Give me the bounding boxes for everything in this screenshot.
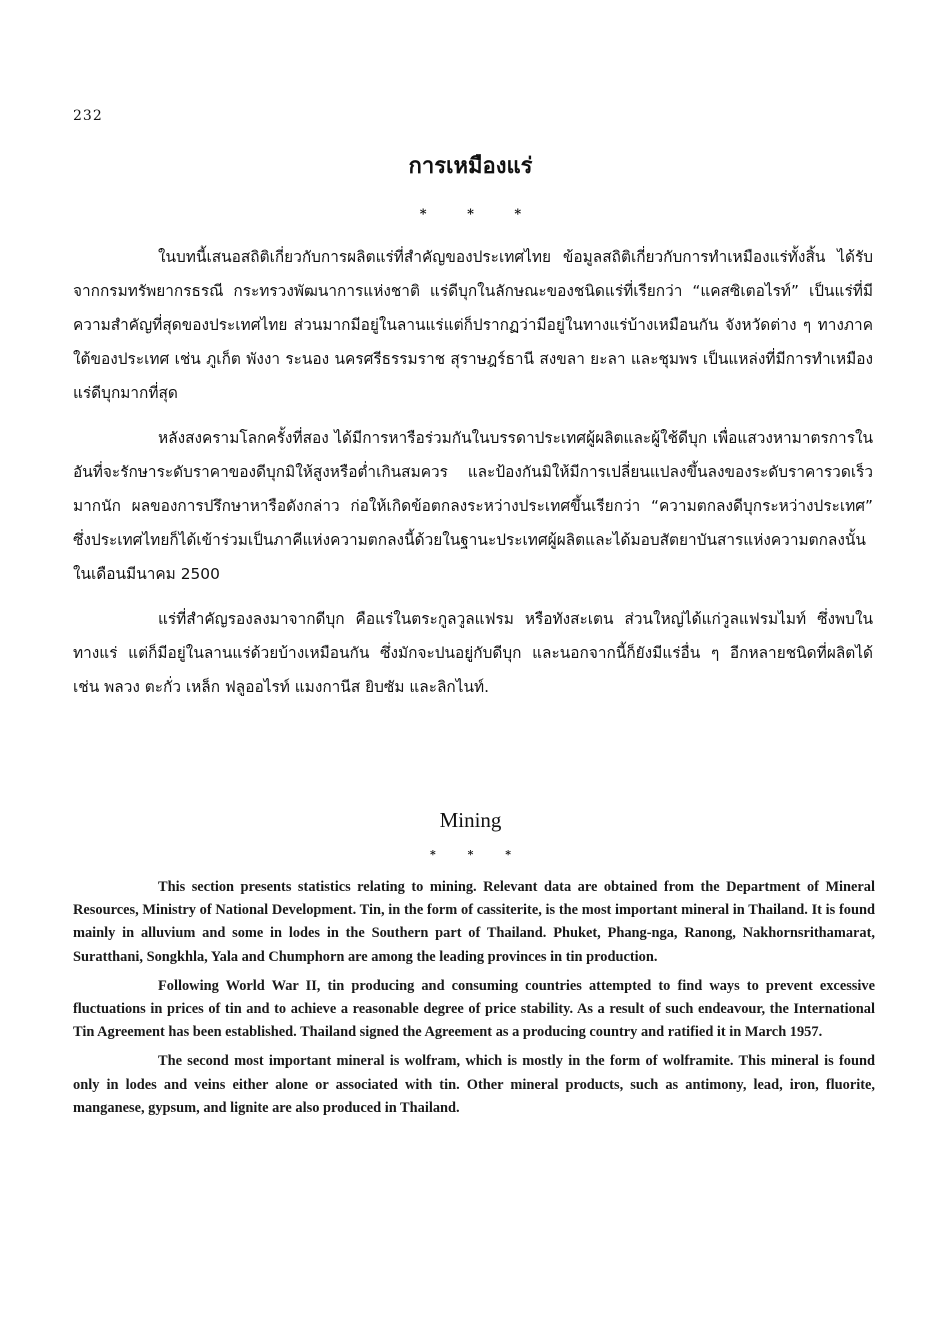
thai-paragraph-1: ในบทนี้เสนอสถิติเกี่ยวกับการผลิตแร่ที่สำคัญของประเทศไทย ข้อมูลสถิติเกี่ยวกับการทำเหมืองแร่ทั้งสิ้น ได้รับจากกรมทรัพยากรธรณี กระทรวงพัฒนาการแห่งชาติ แร่ดีบุกในลักษณะของชนิดแร่ที่เรียกว่า “แคสซิเตอไรท์” เป็นแร่ที่มีความสำคัญที่สุดของประเทศไทย ส่วนมากมีอยู่ในลานแร่แต่ก็ปรากฏว่ามีอยู่ในทางแร่บ้างเหมือนกัน จังหวัดต่าง ๆ ทางภาคใต้ของประเทศ เช่น ภูเก็ต พังงา ระนอง นครศรีธรรมราช สุราษฎร์ธานี สงขลา ยะลา และชุมพร เป็นแหล่งที่มีการทำเหมืองแร่ดีบุกมากที่สุด <box>73 248 873 402</box>
english-paragraph-3: The second most important mineral is wolfram, which is mostly in the form of wolframite. This mineral is found only in lodes and veins either alone or associated with tin. Other mineral products, such as antimony, lead, iron, fluorite, manganese, gypsum, and lignite are also produced in Thailand. <box>73 1053 875 1116</box>
english-paragraph-2: Following World War II, tin producing and consuming countries attempted to find ways to prevent excessive fluctuations in prices of tin and to achieve a reasonable degree of price stability. As a result of such endeavour, the International Tin Agreement has been established. Thailand signed the Agreement as a producing country and ratified it in March 1957. <box>73 977 875 1041</box>
page-number: 232 <box>73 108 103 124</box>
english-section-divider: * * * <box>430 848 525 861</box>
thai-section-title: การเหมืองแร่ <box>408 154 533 179</box>
thai-section-divider: * * * <box>419 207 540 222</box>
english-paragraph-1: This section presents statistics relating to mining. Relevant data are obtained from the Department of Mineral Resources, Ministry of National Development. Tin, in the form of cassiterite, is the most important mineral in Thailand. It is found mainly in alluvium and some in lodes in the Southern part of Thailand. Phuket, Phang-nga, Ranong, Nakhornsrithamarat, Suratthani, Songkhla, Yala and Chumphorn are among the leading provinces in tin production. <box>73 879 875 965</box>
thai-paragraph-3: แร่ที่สำคัญรองลงมาจากดีบุก คือแร่ในตระกูลวูลแฟรม หรือทังสะเตน ส่วนใหญ่ได้แก่วูลแฟรมไมท์ ซึ่งพบในทางแร่ แต่ก็มีอยู่ในลานแร่ด้วยบ้างเหมือนกัน ซึ่งมักจะปนอยู่กับดีบุก และนอกจากนี้ก็ยังมีแร่อื่น ๆ อีกหลายชนิดที่ผลิตได้ เช่น พลวง ตะกั่ว เหล็ก ฟลูออไรท์ แมงกานีส ยิบซัม และลิกไนท์. <box>73 610 873 696</box>
thai-paragraph-2: หลังสงครามโลกครั้งที่สอง ได้มีการหารือร่วมกันในบรรดาประเทศผู้ผลิตและผู้ใช้ดีบุก เพื่อแสวงหามาตรการในอันที่จะรักษาระดับราคาของดีบุกมิให้สูงหรือต่ำเกินสมควร และป้องกันมิให้มีการเปลี่ยนแปลงขึ้นลงของระดับราคารวดเร็วมากนัก ผลของการปรึกษาหารือดังกล่าว ก่อให้เกิดข้อตกลงระหว่างประเทศขึ้นเรียกว่า “ความตกลงดีบุกระหว่างประเทศ” ซึ่งประเทศไทยก็ได้เข้าร่วมเป็นภาคีแห่งความตกลงนี้ด้วยในฐานะประเทศผู้ผลิตและได้มอบสัตยาบันสารแห่งความตกลงนั้นในเดือนมีนาคม 2500 <box>73 429 873 583</box>
english-section-title: Mining <box>439 808 502 832</box>
thai-section-body <box>73 240 873 715</box>
english-section-body <box>73 876 875 1126</box>
